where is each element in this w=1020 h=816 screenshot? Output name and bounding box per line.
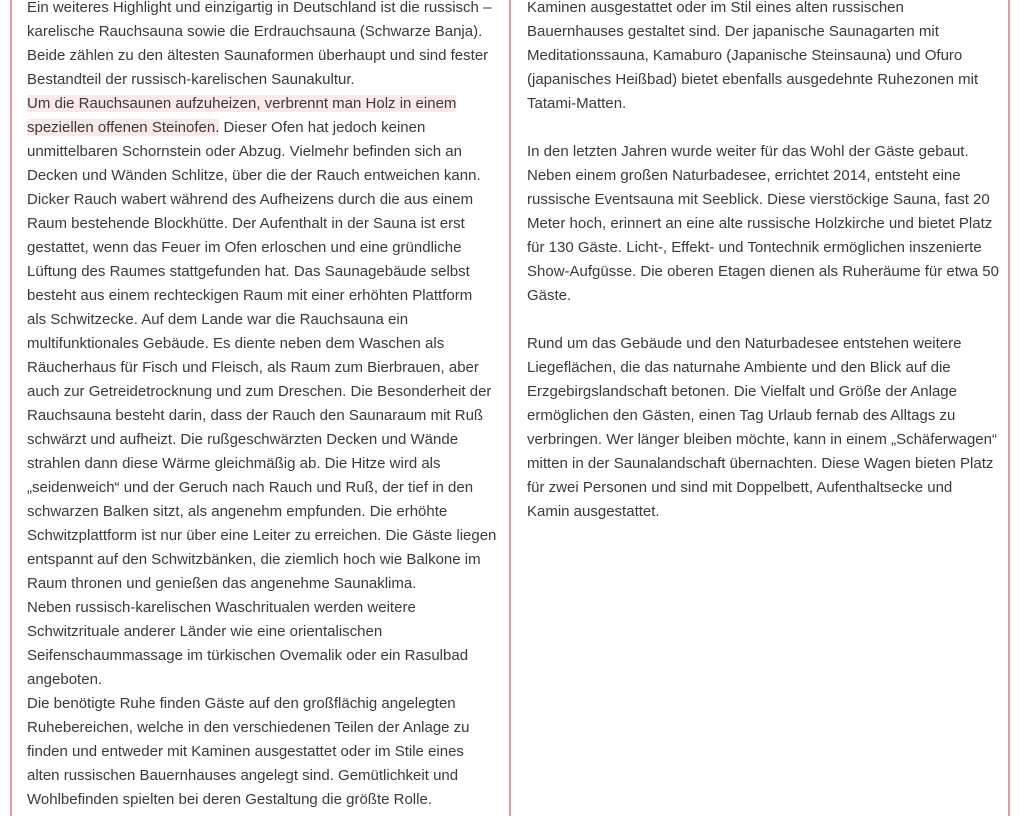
text-line: Wohlbefinden spielten bei deren Gestaltung die größte Rolle. bbox=[27, 791, 432, 808]
text-line: auch zur Getreidetrocknung und zum Dreschen. Die Besonderheit der bbox=[27, 383, 492, 400]
text-column-left bbox=[27, 0, 497, 812]
text-line: Die benötigte Ruhe finden Gäste auf den großflächig angelegten bbox=[27, 695, 456, 712]
text-line: Decken und Wänden Schlitze, über die der Rauch entweichen kann. bbox=[27, 167, 481, 184]
text-line: Liegeflächen, die das naturnahe Ambiente und den Blick auf die bbox=[527, 359, 951, 376]
text-line: Räucherhaus für Fisch und Fleisch, als Raum zum Bierbrauen, aber bbox=[27, 359, 479, 376]
text-line-highlighted bbox=[27, 92, 497, 116]
text-line-highlighted bbox=[27, 116, 497, 140]
text-line: (japanisches Heißbad) bietet ebenfalls ausgedehnte Ruhezonen mit bbox=[527, 71, 979, 88]
highlighted-text: Um die Rauchsaunen aufzuheizen, verbrennt man Holz in einem bbox=[27, 95, 457, 112]
text-line: Tatami-Matten. bbox=[527, 95, 627, 112]
text-line: „seidenweich“ und der Geruch nach Rauch und Ruß, der tief in den bbox=[27, 479, 474, 496]
text-line: gestattet, wenn das Feuer im Ofen erloschen und eine gründliche bbox=[27, 239, 462, 256]
text-line: Schwitzplattform ist nur über eine Leiter zu erreichen. Die Gäste liegen bbox=[27, 527, 497, 544]
text-line: schwärzt und aufheizt. Die rußgeschwärzten Decken und Wände bbox=[27, 431, 459, 448]
text-line: In den letzten Jahren wurde weiter für das Wohl der Gäste gebaut. bbox=[527, 143, 969, 160]
text-line: Meter hoch, erinnert an eine alte russische Holzkirche und bietet Platz bbox=[527, 215, 993, 232]
column-divider-right bbox=[1008, 0, 1010, 816]
text-line: Beide zählen zu den ältesten Saunaformen überhaupt und sind fester bbox=[27, 47, 489, 64]
text-line: angeboten. bbox=[27, 671, 103, 688]
text-line: Kaminen ausgestattet oder im Stil eines alten russischen bbox=[527, 0, 904, 16]
text-line: ermöglichen den Gästen, einen Tag Urlaub fernab des Alltags zu bbox=[527, 407, 956, 424]
highlighted-text: speziellen offenen Steinofen. bbox=[27, 119, 220, 136]
text-line: alten russischen Bauernhauses angelegt sind. Gemütlichkeit und bbox=[27, 767, 459, 784]
text-line: Rund um das Gebäude und den Naturbadesee entstehen weitere bbox=[527, 335, 962, 352]
text-line: karelische Rauchsauna sowie die Erdrauchsauna (Schwarze Banja). bbox=[27, 23, 483, 40]
text-line: Rauchsauna besteht darin, dass der Rauch den Saunaraum mit Ruß bbox=[27, 407, 484, 424]
text-line: besteht aus einem rechteckigen Raum mit einer erhöhten Plattform bbox=[27, 287, 473, 304]
text-line: multifunktionales Gebäude. Es diente neben dem Waschen als bbox=[27, 335, 445, 352]
text-line: schwarzen Balken sitzt, als angenehm empfunden. Die erhöhte bbox=[27, 503, 448, 520]
text-line: Raum bestehende Blockhütte. Der Aufenthalt in der Sauna ist erst bbox=[27, 215, 465, 232]
text-line: Kamin ausgestattet. bbox=[527, 503, 660, 520]
column-divider-left bbox=[10, 0, 12, 816]
text-line: für 130 Gäste. Licht-, Effekt- und Tontechnik ermöglichen inszenierte bbox=[527, 239, 982, 256]
text-line: russische Eventsauna mit Seeblick. Diese vierstöckige Sauna, fast 20 bbox=[527, 191, 990, 208]
text-line: Neben einem großen Naturbadesee, errichtet 2014, entsteht eine bbox=[527, 167, 961, 184]
text-line: für zwei Personen und sind mit Doppelbett, Aufenthaltsecke und bbox=[527, 479, 953, 496]
paragraph-gap bbox=[527, 308, 997, 332]
text-line: Neben russisch-karelischen Waschritualen werden weitere bbox=[27, 599, 416, 616]
text-line: finden und entweder mit Kaminen ausgestattet oder im Stile eines bbox=[27, 743, 464, 760]
text-line: Show-Aufgüsse. Die oberen Etagen dienen als Ruheräume für etwa 50 bbox=[527, 263, 999, 280]
text-line: strahlen dann diese Wärme gleichmäßig ab. Die Hitze wird als bbox=[27, 455, 441, 472]
text-line: verbringen. Wer länger bleiben möchte, kann in einem „Schäferwagen“ bbox=[527, 431, 997, 448]
text-line: Schwitzrituale anderer Länder wie eine orientalischen bbox=[27, 623, 383, 640]
text-line: als Schwitzecke. Auf dem Lande war die Rauchsauna ein bbox=[27, 311, 409, 328]
text-line: Erzgebirgslandschaft betonen. Die Vielfalt und Größe der Anlage bbox=[527, 383, 957, 400]
text-line: Lüftung des Raumes stattgefunden hat. Das Saunagebäude selbst bbox=[27, 263, 470, 280]
text-line: entspannt auf den Schwitzbänken, die ziemlich hoch wie Balkone im bbox=[27, 551, 481, 568]
text-line: Ruhebereichen, welche in den verschiedenen Teilen der Anlage zu bbox=[27, 719, 470, 736]
text-line: unmittelbaren Schornstein oder Abzug. Vielmehr befinden sich an bbox=[27, 143, 462, 160]
text-line: Meditationssauna, Kamaburo (Japanische Steinsauna) und Ofuro bbox=[527, 47, 963, 64]
column-divider-middle bbox=[509, 0, 511, 816]
text-line: Dicker Rauch wabert während des Aufheizens durch die aus einem bbox=[27, 191, 474, 208]
text-line: Bauernhauses gestaltet sind. Der japanische Saunagarten mit bbox=[527, 23, 939, 40]
text-line: Gäste. bbox=[527, 287, 572, 304]
text-span: Dieser Ofen hat jedoch keinen bbox=[219, 119, 426, 136]
text-line: Raum thronen und genießen das angenehme Saunaklima. bbox=[27, 575, 417, 592]
text-line: mitten in der Saunalandschaft übernachten. Diese Wagen bieten Platz bbox=[527, 455, 994, 472]
paragraph-gap bbox=[527, 116, 997, 140]
text-line: Seifenschaummassage im türkischen Ovemalik oder ein Rasulbad bbox=[27, 647, 469, 664]
text-line: Ein weiteres Highlight und einzigartig in Deutschland ist die russisch – bbox=[27, 0, 492, 16]
text-column-right bbox=[527, 0, 997, 524]
text-line: Bestandteil der russisch-karelischen Saunakultur. bbox=[27, 71, 355, 88]
